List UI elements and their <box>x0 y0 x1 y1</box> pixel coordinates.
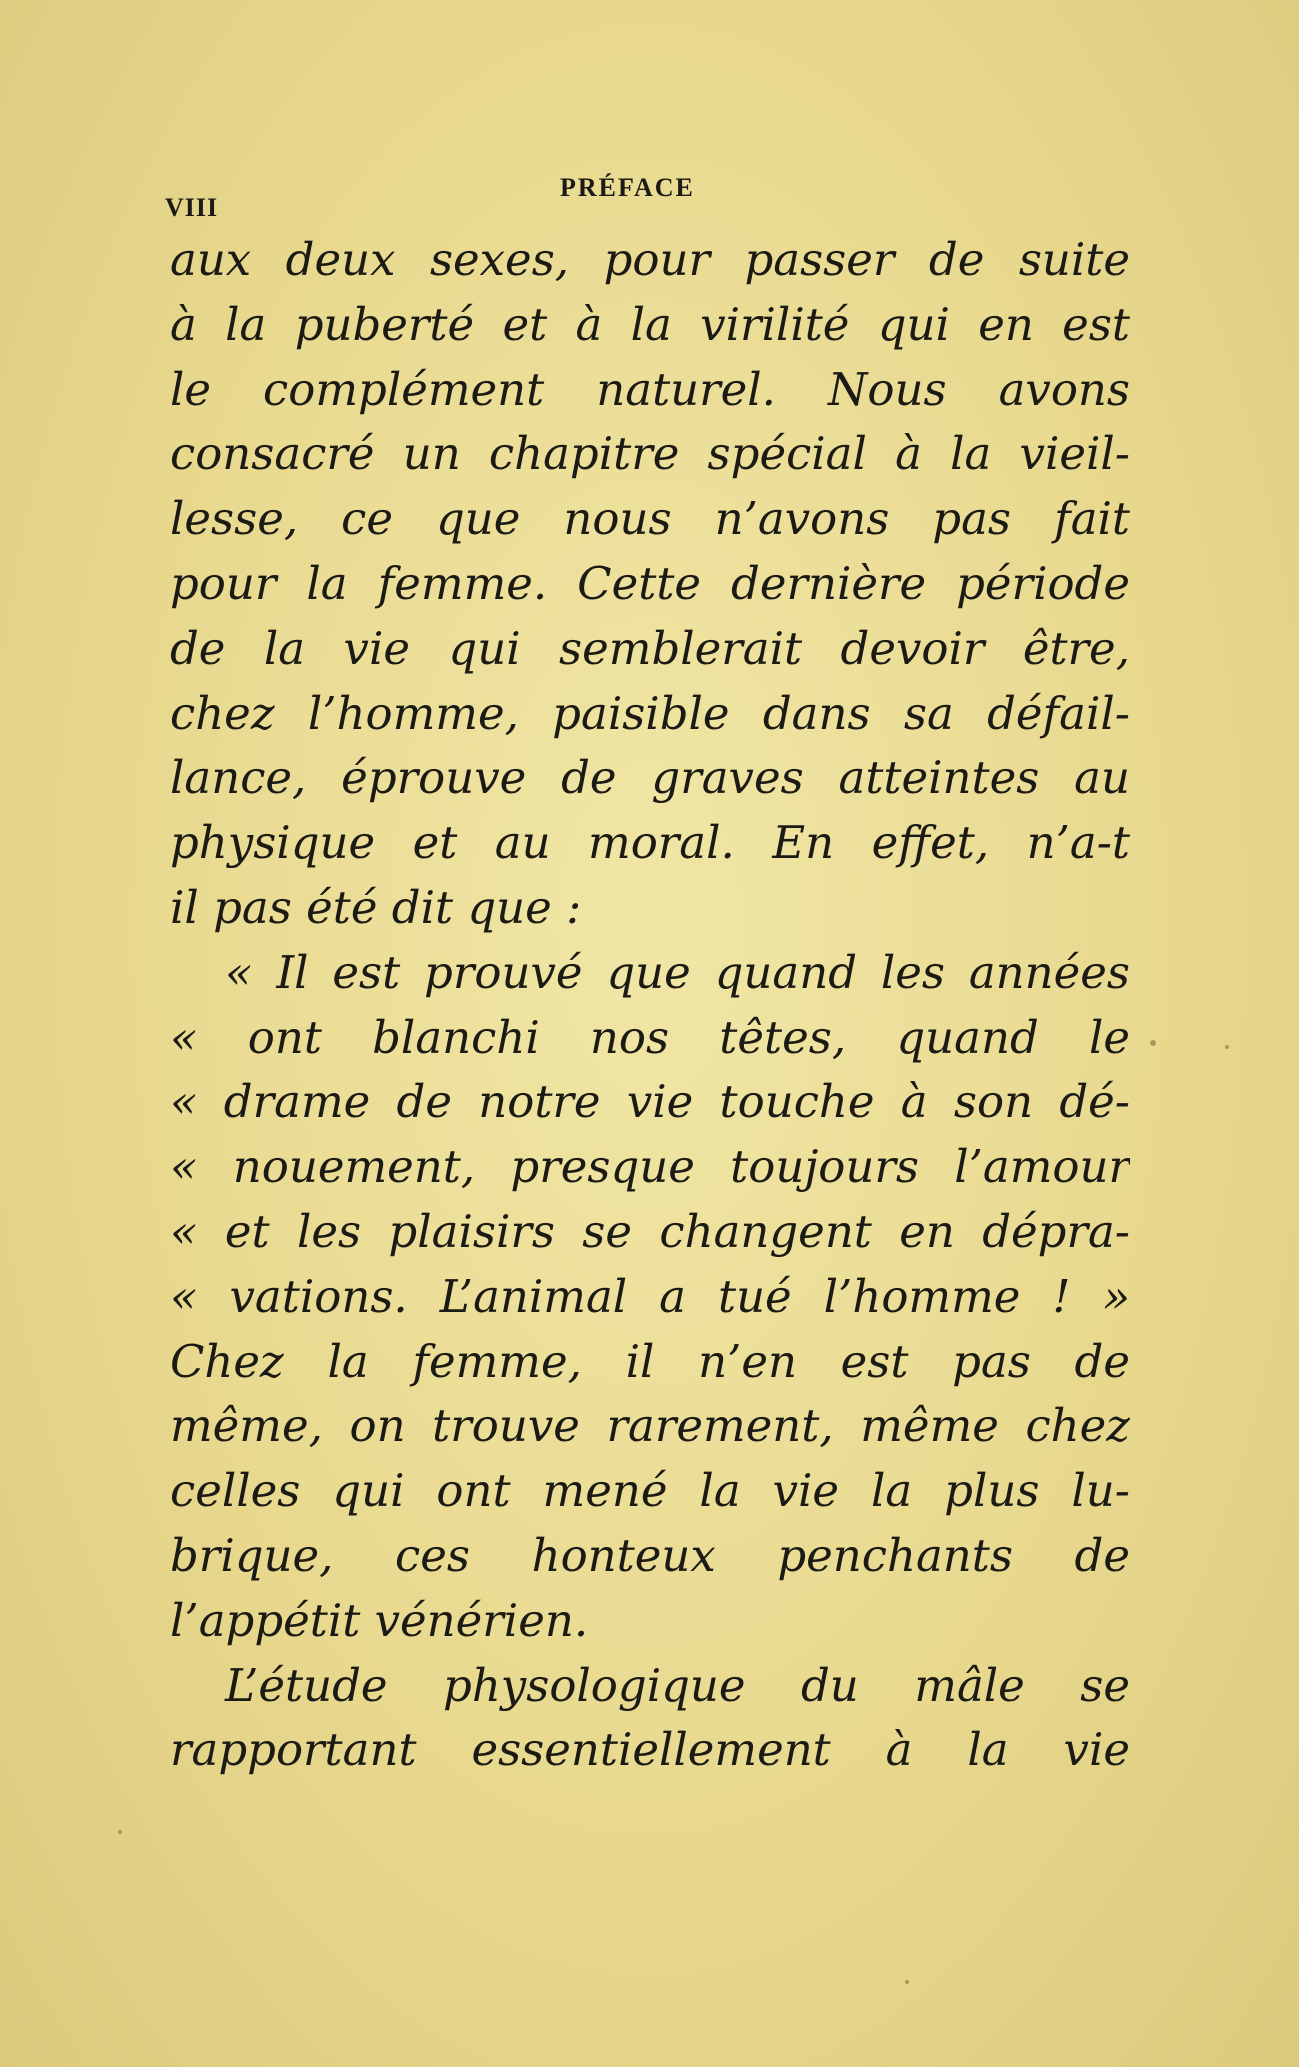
quote-line: « Il est prouvé que quand les années <box>225 945 1130 999</box>
text-line: aux deux sexes, pour passer de suite <box>170 233 1130 286</box>
text-line: Chez la femme, il n’en est pas de <box>170 1334 1130 1388</box>
page-number: VIII <box>165 193 219 222</box>
text-line: chez l’homme, paisible dans sa défail- <box>170 686 1130 740</box>
paper-speck <box>1150 1040 1156 1046</box>
text-line: lesse, ce que nous n’avons pas fait <box>170 492 1130 546</box>
quote-line: « drame de notre vie touche à son dé- <box>170 1075 1130 1129</box>
text-line: l’appétit vénérien. <box>170 1593 589 1647</box>
text-line: physique et au moral. En effet, n’a-t <box>170 816 1130 870</box>
body-text <box>170 228 1130 1783</box>
text-line: de la vie qui semblerait devoir être, <box>170 621 1130 675</box>
paper-speck <box>118 1830 122 1834</box>
text-line: pour la femme. Cette dernière période <box>170 556 1130 610</box>
quote-line: « ont blanchi nos têtes, quand le <box>170 1010 1130 1064</box>
paper-speck <box>1225 1045 1229 1049</box>
text-line: même, on trouve rarement, même chez <box>170 1399 1130 1453</box>
text-line: L’étude physologique du mâle se <box>225 1658 1130 1712</box>
text-line: il pas été dit que : <box>170 880 582 934</box>
quote-line: « vations. L’animal a tué l’homme ! » <box>170 1269 1130 1323</box>
running-head: PRÉFACE <box>560 173 695 202</box>
text-line: à la puberté et à la virilité qui en est <box>170 297 1130 351</box>
text-line: celles qui ont mené la vie la plus lu- <box>170 1464 1130 1518</box>
quote-line: « et les plaisirs se changent en dépra- <box>170 1204 1130 1258</box>
text-line: rapportant essentiellement à la vie <box>170 1723 1130 1777</box>
text-line: le complément naturel. Nous avons <box>170 362 1130 416</box>
text-line: lance, éprouve de graves atteintes au <box>170 751 1130 805</box>
paper-speck <box>905 1980 909 1984</box>
text-line: brique, ces honteux penchants de <box>170 1528 1130 1582</box>
text-line: consacré un chapitre spécial à la vieil- <box>170 427 1130 481</box>
quote-line: « nouement, presque toujours l’amour <box>170 1140 1130 1194</box>
page-header <box>0 165 1299 225</box>
